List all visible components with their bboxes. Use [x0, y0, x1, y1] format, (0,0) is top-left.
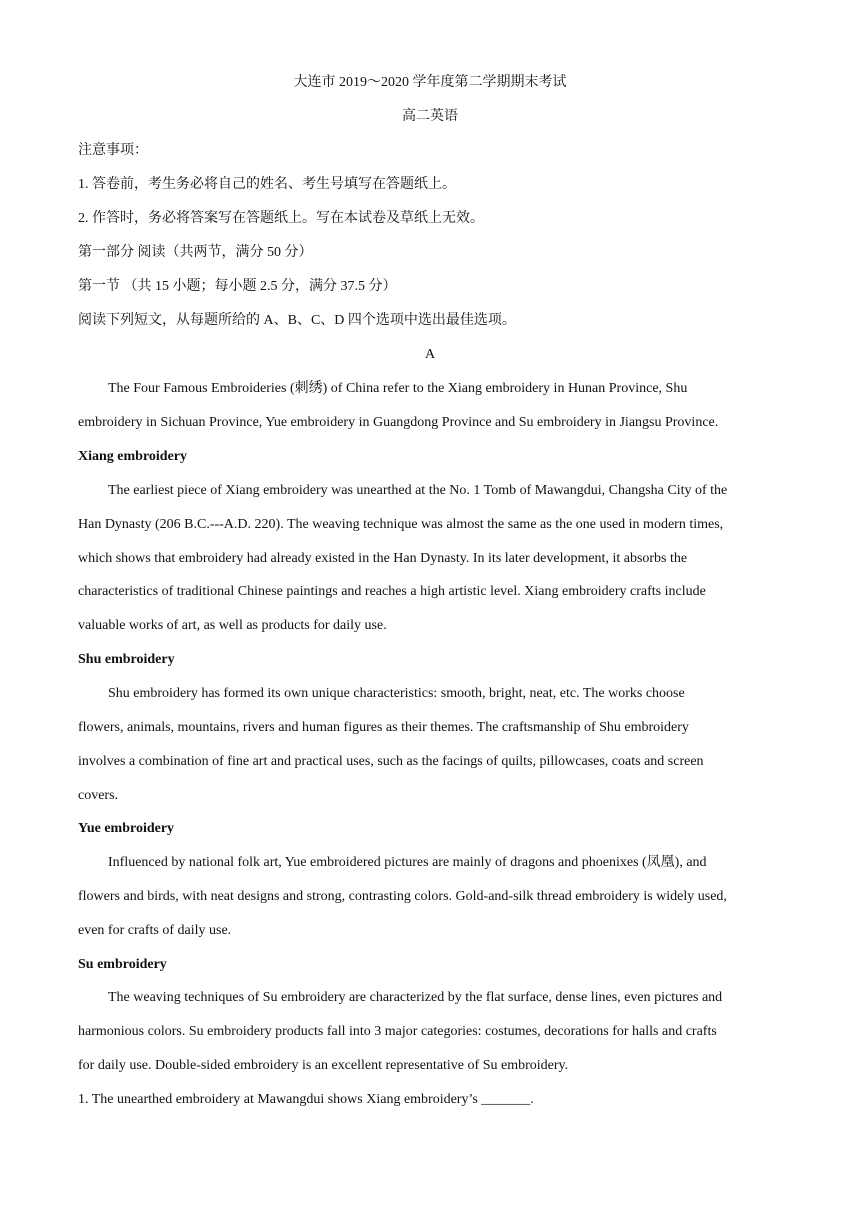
- su-line: The weaving techniques of Su embroidery are characterized by the flat surface, dense lines, even pictures and: [108, 990, 723, 1005]
- xiang-line: valuable works of art, as well as products for daily use.: [78, 618, 387, 633]
- notes-heading: 注意事项：: [78, 143, 148, 158]
- part-heading: 第一部分 阅读（共两节，满分 50 分）: [78, 245, 313, 260]
- su-line: for daily use. Double-sided embroidery is an excellent representative of Su embroidery.: [78, 1058, 569, 1073]
- yue-line: flowers and birds, with neat designs and strong, contrasting colors. Gold-and-silk thread embroidery is widely used,: [78, 889, 727, 904]
- subsection-heading: 第一节 （共 15 小题；每小题 2.5 分，满分 37.5 分）: [78, 279, 397, 294]
- yue-line: even for crafts of daily use.: [78, 923, 232, 938]
- shu-line: covers.: [78, 788, 119, 803]
- note-item-1: 1. 答卷前，考生务必将自己的姓名、考生号填写在答题纸上。: [78, 177, 456, 192]
- passage-label: A: [424, 347, 436, 362]
- shu-line: involves a combination of fine art and practical uses, such as the facings of quilts, pillowcases, coats and screen: [78, 754, 704, 769]
- xiang-line: characteristics of traditional Chinese paintings and reaches a high artistic level. Xiang embroidery crafts include: [78, 584, 706, 599]
- su-line: harmonious colors. Su embroidery products fall into 3 major categories: costumes, decorations for halls and crafts: [78, 1024, 717, 1039]
- xiang-heading: Xiang embroidery: [78, 449, 188, 464]
- yue-heading: Yue embroidery: [78, 821, 175, 836]
- xiang-line: The earliest piece of Xiang embroidery was unearthed at the No. 1 Tomb of Mawangdui, Changsha City of the: [108, 483, 728, 498]
- question-1: 1. The unearthed embroidery at Mawangdui shows Xiang embroidery’s _______.: [78, 1092, 534, 1107]
- shu-heading: Shu embroidery: [78, 652, 175, 667]
- xiang-line: which shows that embroidery had already existed in the Han Dynasty. In its later development, it absorbs the: [78, 551, 688, 566]
- exam-subject: 高二英语: [402, 109, 458, 124]
- shu-line: Shu embroidery has formed its own unique characteristics: smooth, bright, neat, etc. The works choose: [108, 686, 685, 701]
- intro-line: The Four Famous Embroideries (刺绣) of China refer to the Xiang embroidery in Hunan Province, Shu: [108, 381, 688, 396]
- intro-line: embroidery in Sichuan Province, Yue embroidery in Guangdong Province and Su embroidery in Jiangsu Province.: [78, 415, 719, 430]
- xiang-line: Han Dynasty (206 B.C.---A.D. 220). The weaving technique was almost the same as the one used in modern times,: [78, 517, 724, 532]
- exam-title: 大连市 2019～2020 学年度第二学期期末考试: [293, 75, 567, 90]
- yue-line: Influenced by national folk art, Yue embroidered pictures are mainly of dragons and phoenixes (凤凰), and: [108, 855, 707, 870]
- instruction-text: 阅读下列短文，从每题所给的 A、B、C、D 四个选项中选出最佳选项。: [78, 313, 516, 328]
- su-heading: Su embroidery: [78, 957, 167, 972]
- shu-line: flowers, animals, mountains, rivers and human figures as their themes. The craftsmanship of Shu embroidery: [78, 720, 689, 735]
- note-item-2: 2. 作答时，务必将答案写在答题纸上。写在本试卷及草纸上无效。: [78, 211, 484, 226]
